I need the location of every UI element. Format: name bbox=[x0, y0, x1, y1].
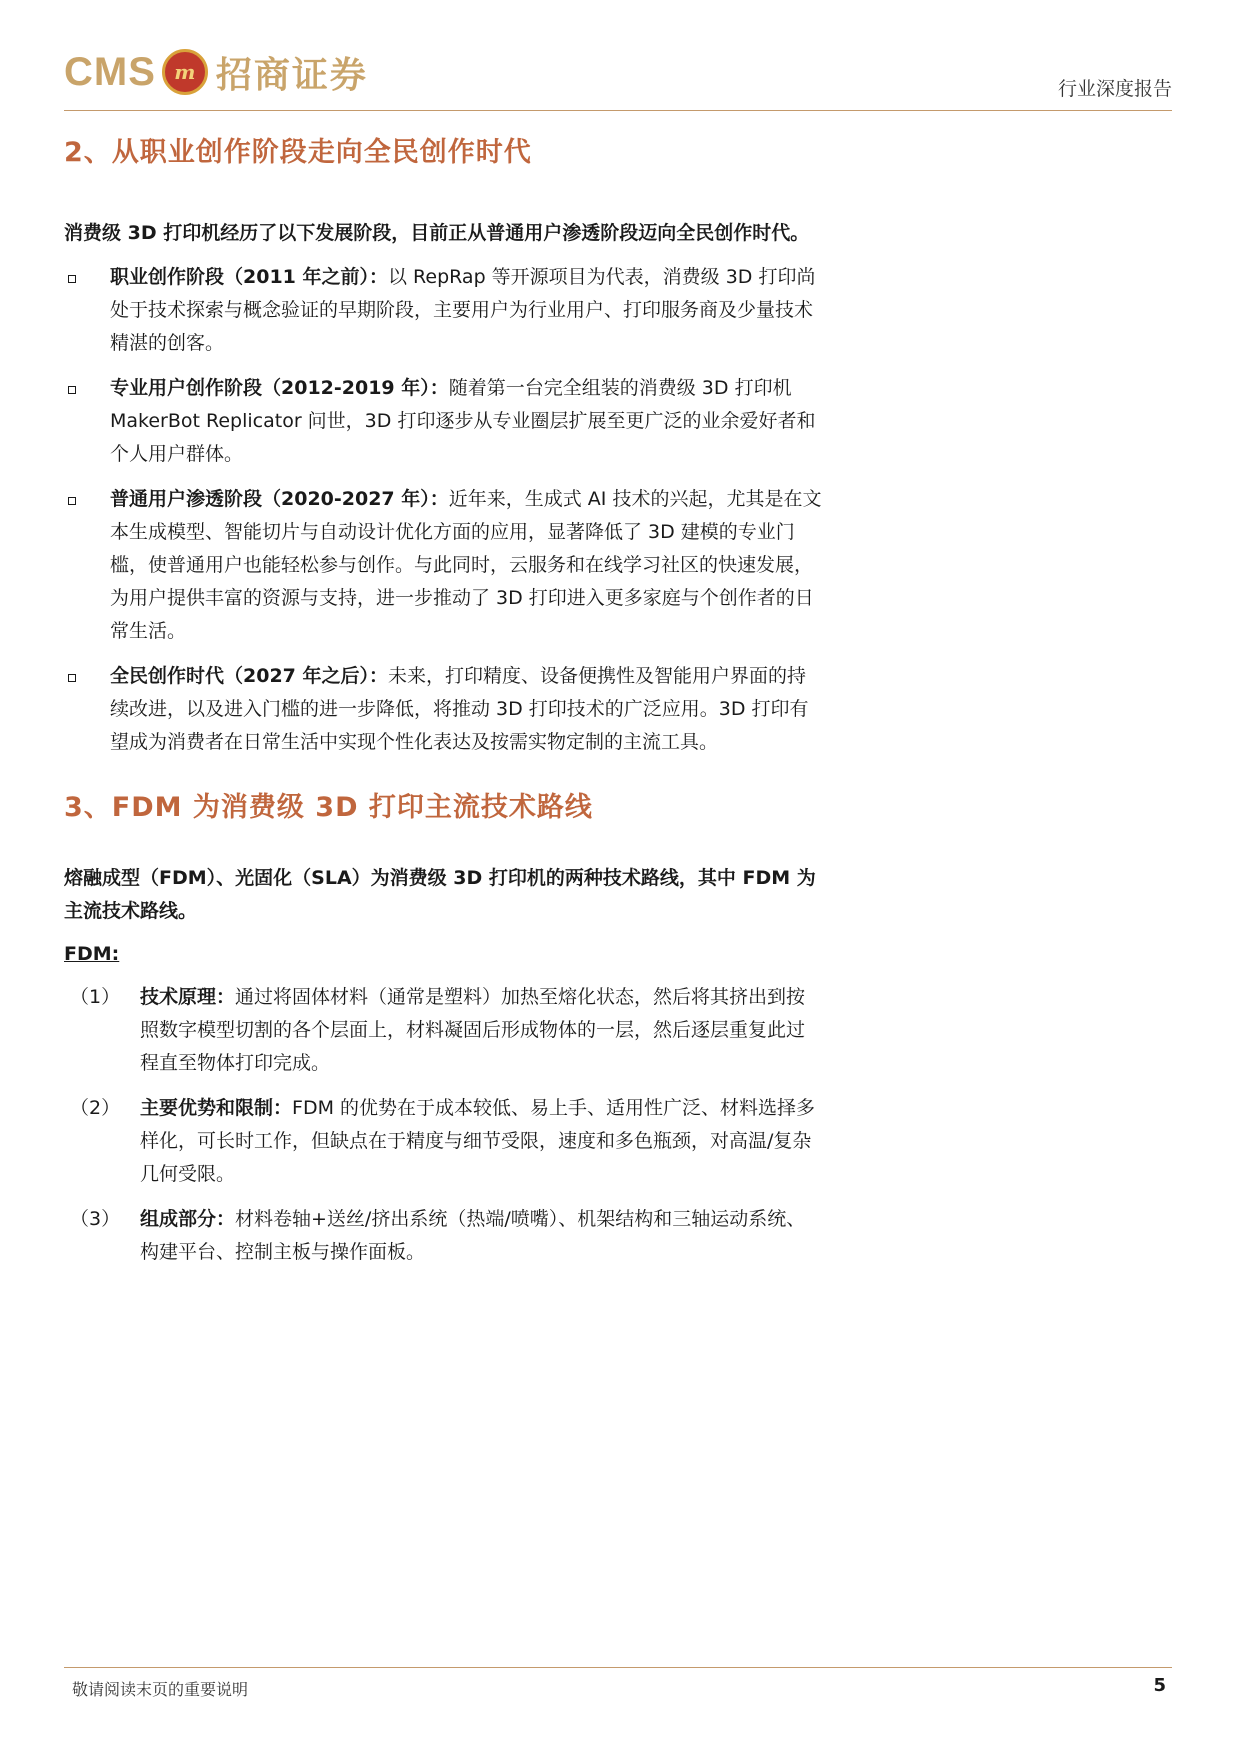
stage-text: 随着第一台完全组装的消费级 3D 打印机 MakerBot Replicator 问世，3D 打印逐步从专业圈层扩展至更广泛的业余爱好者和个人用户群体。 bbox=[110, 377, 816, 465]
checkbox-bullet-icon bbox=[68, 275, 76, 283]
fdm-list bbox=[64, 981, 822, 1269]
page-number: 5 bbox=[1153, 1675, 1166, 1696]
list-item bbox=[64, 483, 822, 648]
stage-title: 专业用户创作阶段（2012-2019 年）： bbox=[110, 377, 449, 399]
stage-list bbox=[64, 261, 822, 759]
cms-logo bbox=[64, 46, 368, 98]
checkbox-bullet-icon bbox=[68, 674, 76, 682]
logo-cn-text: 招商证券 bbox=[215, 53, 368, 96]
stage-title: 职业创作阶段（2011 年之前）： bbox=[110, 266, 388, 288]
item-title: 技术原理： bbox=[140, 986, 236, 1008]
checkbox-bullet-icon bbox=[68, 497, 76, 505]
section-3-lead: 熔融成型（FDM）、光固化（SLA）为消费级 3D 打印机的两种技术路线，其中 FDM 为主流技术路线。 bbox=[64, 867, 816, 922]
report-type: 行业深度报告 bbox=[1057, 78, 1172, 100]
stage-title: 全民创作时代（2027 年之后）： bbox=[110, 665, 388, 687]
section-2-title: 2、从职业创作阶段走向全民创作时代 bbox=[64, 137, 532, 168]
item-number: （2） bbox=[70, 1097, 121, 1119]
stage-title: 普通用户渗透阶段（2020-2027 年）： bbox=[110, 488, 449, 510]
stage-text: 未来，打印精度、设备便携性及智能用户界面的持续改进，以及进入门槛的进一步降低，将推动 3D 打印技术的广泛应用。3D 打印有望成为消费者在日常生活中实现个性化表达及按需实物定制的主流工具。 bbox=[110, 665, 809, 753]
item-title: 主要优势和限制： bbox=[140, 1097, 293, 1119]
item-text: 材料卷轴+送丝/挤出系统（热端/喷嘴）、机架结构和三轴运动系统、构建平台、控制主板与操作面板。 bbox=[140, 1208, 806, 1263]
list-item bbox=[64, 660, 822, 759]
header-divider bbox=[64, 110, 1172, 111]
list-item bbox=[64, 372, 822, 471]
item-title: 组成部分： bbox=[140, 1208, 236, 1230]
stage-text: 近年来，生成式 AI 技术的兴起，尤其是在文本生成模型、智能切片与自动设计优化方面的应用，显著降低了 3D 建模的专业门槛，使普通用户也能轻松参与创作。与此同时，云服务和在线学习社区的快速发展，为用户提供丰富的资源与支持，进一步推动了 3D 打印进入更多家庭与个创作者的日常生活。 bbox=[110, 488, 822, 642]
item-number: （1） bbox=[70, 986, 121, 1008]
list-item bbox=[64, 1092, 822, 1191]
footer-divider bbox=[64, 1667, 1172, 1668]
fdm-subheading: FDM: bbox=[64, 943, 120, 965]
main-content bbox=[64, 130, 822, 1281]
item-text: 通过将固体材料（通常是塑料）加热至熔化状态，然后将其挤出到按照数字模型切割的各个层面上，材料凝固后形成物体的一层，然后逐层重复此过程直至物体打印完成。 bbox=[140, 986, 806, 1074]
stage-text: 以 RepRap 等开源项目为代表，消费级 3D 打印尚处于技术探索与概念验证的早期阶段，主要用户为行业用户、打印服务商及少量技术精湛的创客。 bbox=[110, 266, 816, 354]
list-item bbox=[64, 981, 822, 1080]
item-text: FDM 的优势在于成本较低、易上手、适用性广泛、材料选择多样化，可长时工作，但缺点在于精度与细节受限，速度和多色瓶颈，对高温/复杂几何受限。 bbox=[140, 1097, 816, 1185]
section-2-lead: 消费级 3D 打印机经历了以下发展阶段，目前正从普通用户渗透阶段迈向全民创作时代。 bbox=[64, 222, 810, 244]
logo-seal-icon: m bbox=[162, 49, 208, 95]
list-item bbox=[64, 1203, 822, 1269]
list-item bbox=[64, 261, 822, 360]
logo-text: CMS bbox=[64, 49, 156, 94]
item-number: （3） bbox=[70, 1208, 121, 1230]
checkbox-bullet-icon bbox=[68, 386, 76, 394]
section-3-title: 3、FDM 为消费级 3D 打印主流技术路线 bbox=[64, 792, 593, 823]
footer-disclaimer: 敬请阅读末页的重要说明 bbox=[72, 1680, 249, 1699]
page-header bbox=[64, 40, 1172, 112]
